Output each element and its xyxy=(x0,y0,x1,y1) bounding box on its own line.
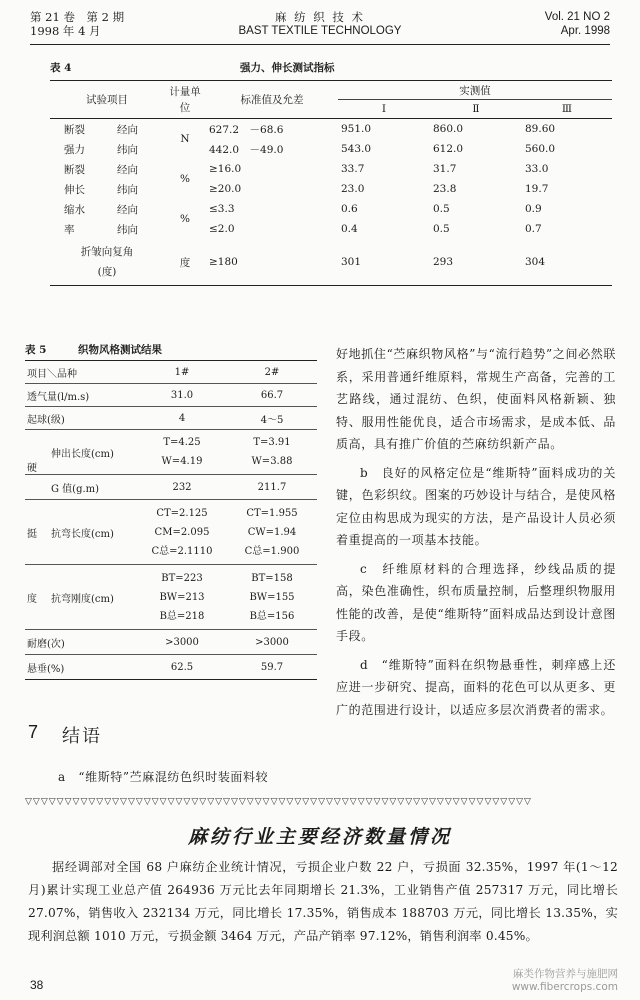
t4-h-col3: Ⅲ xyxy=(522,100,612,119)
t5-group-char: 度 xyxy=(25,565,49,630)
t5-drape-v2: 59.7 xyxy=(227,655,317,680)
t5-pill-v1: 4 xyxy=(137,407,227,430)
t4-v1: 301 xyxy=(338,239,430,286)
t4-std: ≥16.0 xyxy=(209,163,242,175)
t4-std: ≤2.0 xyxy=(209,223,235,235)
t5-g-v2: 211.7 xyxy=(227,475,317,500)
t4-v1: 0.4 xyxy=(341,223,358,235)
t5-ext-label: 伸出长度(cm) xyxy=(49,430,137,475)
table-row xyxy=(25,407,317,430)
t4-std: 442.0 －49.0 xyxy=(209,143,284,156)
t5-bendlen-label: 抗弯长度(cm) xyxy=(49,500,137,565)
table-row xyxy=(50,219,612,239)
t4-dir: 纬向 xyxy=(117,223,138,236)
t4-v2: 31.7 xyxy=(433,163,457,175)
table-row xyxy=(50,199,612,219)
volume-issue-en: Vol. 21 NO 2 Apr. 1998 xyxy=(544,11,610,37)
t5-bendrig-v1: BT=223 BW=213 B总=218 xyxy=(137,565,227,630)
t4-v3: 0.7 xyxy=(525,223,542,235)
t5-pill-v2: 4～5 xyxy=(227,407,317,430)
t4-last-item1: 折皱向复角 xyxy=(80,246,134,258)
t4-std: ≥180 xyxy=(206,239,338,286)
t4-v3: 560.0 xyxy=(525,143,556,155)
table-row xyxy=(25,384,317,407)
t4-unit: % xyxy=(180,173,190,185)
t4-v2: 23.8 xyxy=(433,183,457,195)
t4-v3: 89.60 xyxy=(525,123,556,135)
t4-item: 缩水 xyxy=(64,203,85,216)
t5-h-col2: 2# xyxy=(227,361,317,384)
journal-title: 麻 纺 织 技 术 BAST TEXTILE TECHNOLOGY xyxy=(238,10,402,37)
t5-ext-v1: T=4.25 W=4.19 xyxy=(137,430,227,475)
t5-air-label: 透气量(l/m.s) xyxy=(25,384,137,407)
t4-v2: 293 xyxy=(430,239,522,286)
volume-issue: 第 21 卷 第 2 期 1998 年 4 月 xyxy=(30,10,125,38)
t4-std: 627.2 －68.6 xyxy=(209,123,284,136)
t4-v2: 0.5 xyxy=(433,203,450,215)
t4-h-std: 标准值及允差 xyxy=(206,81,338,119)
table4-title: 强力、伸长测试指标 xyxy=(240,62,335,74)
paragraph: d “维斯特”面料在织物悬垂性，刺痒感上还应进一步研究、提高，面料的花色可以从更多、更广的范围进行设计，以适应多层次消费者的需求。 xyxy=(336,657,616,717)
t4-item: 断裂 xyxy=(64,123,85,136)
table-row xyxy=(25,500,317,565)
t4-h-measured: 实测值 xyxy=(338,81,612,100)
table-row xyxy=(25,655,317,680)
t4-v1: 0.6 xyxy=(341,203,358,215)
paragraph: a “维斯特”苎麻混纺色织时装面料较 xyxy=(58,770,269,784)
t4-h-unit: 计量单位 xyxy=(164,81,206,119)
section-title: 结语 xyxy=(62,726,102,746)
news-title: 麻纺行业主要经济数量情况 xyxy=(187,826,452,848)
t5-air-v2: 66.7 xyxy=(227,384,317,407)
table4 xyxy=(50,80,612,286)
table5-title: 织物风格测试结果 xyxy=(78,344,162,356)
t5-g-v1: 232 xyxy=(137,475,227,500)
t4-v3: 33.0 xyxy=(525,163,549,175)
t5-group-char: 硬 xyxy=(25,430,49,475)
t5-g-label: G 值(g.m) xyxy=(49,475,137,500)
table-row xyxy=(50,139,612,159)
t4-item: 强力 xyxy=(64,143,85,156)
t5-bendlen-v2: CT=1.955 CW=1.94 C总=1.900 xyxy=(227,500,317,565)
decorative-divider: ▽▽▽▽▽▽▽▽▽▽▽▽▽▽▽▽▽▽▽▽▽▽▽▽▽▽▽▽▽▽▽▽▽▽▽▽▽▽▽▽▽▽▽▽▽▽▽▽▽▽▽▽▽▽▽▽▽▽▽▽▽▽▽▽ xyxy=(25,798,532,806)
t4-dir: 经向 xyxy=(117,123,138,136)
table-row xyxy=(50,159,612,179)
table-row xyxy=(50,239,612,286)
t5-wear-v2: >3000 xyxy=(227,630,317,655)
t4-h-item: 试验项目 xyxy=(50,81,164,119)
t4-dir: 纬向 xyxy=(117,183,138,196)
table-row xyxy=(25,430,317,475)
t5-ext-v2: T=3.91 W=3.88 xyxy=(227,430,317,475)
t4-v2: 612.0 xyxy=(433,143,464,155)
watermark: 麻类作物营养与施肥网 www.fibercrops.com xyxy=(511,968,618,993)
table-row xyxy=(25,565,317,630)
paragraph: b 良好的风格定位是“维斯特”面料成功的关键，色彩织纹。图案的巧妙设计与结合，是使风格定位由构思成为现实的方法，是产品设计人员必须着重提高的一项基本技能。 xyxy=(336,465,616,547)
t5-bendrig-label: 抗弯刚度(cm) xyxy=(49,565,137,630)
t4-v2: 860.0 xyxy=(433,123,464,135)
section-number: 7 xyxy=(28,722,39,742)
t4-v1: 23.0 xyxy=(341,183,365,195)
t4-unit: % xyxy=(180,213,190,225)
right-column xyxy=(336,343,616,721)
t4-v3: 304 xyxy=(522,239,612,286)
t4-std: ≥20.0 xyxy=(209,183,242,195)
t4-v1: 33.7 xyxy=(341,163,365,175)
t5-wear-v1: >3000 xyxy=(137,630,227,655)
news-body: 据经调部对全国 68 户麻纺企业统计情况，亏损企业户数 22 户，亏损面 32.35%，1997 年(1～12 月)累计实现工业总产值 264936 万元比去年同期增长 21.3%，工业销售产值 257317 万元，同比增长 27.07%，销售收入 232134 万元，同比增长 17.35%，销售成本 188703 万元，同比增长 13.35%，实现利润总额 1010 万元，亏损金额 3464 万元，产品产销率 97.12%，销售利润率 0.45%。 xyxy=(28,860,618,943)
table-row xyxy=(50,179,612,199)
t4-v3: 19.7 xyxy=(525,183,549,195)
t4-v3: 0.9 xyxy=(525,203,542,215)
t4-dir: 纬向 xyxy=(117,143,138,156)
t4-unit: 度 xyxy=(164,239,206,286)
t5-bendlen-v1: CT=2.125 CM=2.095 C总=2.1110 xyxy=(137,500,227,565)
table4-label: 表 4 xyxy=(50,62,72,74)
t4-last-item xyxy=(50,239,164,286)
t4-item: 伸长 xyxy=(64,183,85,196)
page-number: 38 xyxy=(30,978,44,992)
t5-pill-label: 起球(级) xyxy=(25,407,137,430)
table5 xyxy=(25,360,317,680)
t5-h-item: 项目＼品种 xyxy=(25,361,137,384)
t5-group-char: 挺 xyxy=(25,500,49,565)
t4-unit: N xyxy=(180,133,190,145)
t4-v2: 0.5 xyxy=(433,223,450,235)
t4-item: 断裂 xyxy=(64,163,85,176)
t4-v1: 543.0 xyxy=(341,143,372,155)
t4-h-col2: Ⅱ xyxy=(430,100,522,119)
t4-item: 率 xyxy=(64,223,75,236)
table5-label: 表 5 xyxy=(25,344,47,356)
table-row xyxy=(50,119,612,140)
t4-h-col1: Ⅰ xyxy=(338,100,430,119)
t4-dir: 经向 xyxy=(117,203,138,216)
t4-std: ≤3.3 xyxy=(209,203,235,215)
t4-v1: 951.0 xyxy=(341,123,372,135)
t5-h-col1: 1# xyxy=(137,361,227,384)
t5-air-v1: 31.0 xyxy=(137,384,227,407)
t5-bendrig-v2: BT=158 BW=155 B总=156 xyxy=(227,565,317,630)
t5-drape-v1: 62.5 xyxy=(137,655,227,680)
t5-drape-label: 悬垂(%) xyxy=(25,655,137,680)
paragraph: c 纤维原材料的合理选择，纱线品质的提高，染色准确性，织布质量控制，后整理织物服用性能的改善，是使“维斯特”面料成品达到设计意图手段。 xyxy=(336,561,616,643)
header-rule xyxy=(30,44,610,45)
table-row xyxy=(25,475,317,500)
t5-wear-label: 耐磨(次) xyxy=(25,630,137,655)
table-row xyxy=(25,630,317,655)
t4-dir: 经向 xyxy=(117,163,138,176)
t4-last-item2: (度) xyxy=(97,266,117,278)
paragraph: 好地抓住“苎麻织物风格”与“流行趋势”之间必然联系，采用普通纤维原料，常规生产高备，完善的工艺路线，通过混纺、色织，使面料风格新颖、独特、服用性能优良，适合市场需求，是成本低、品质高，具有推广价值的苎麻纺织新产品。 xyxy=(336,347,616,451)
